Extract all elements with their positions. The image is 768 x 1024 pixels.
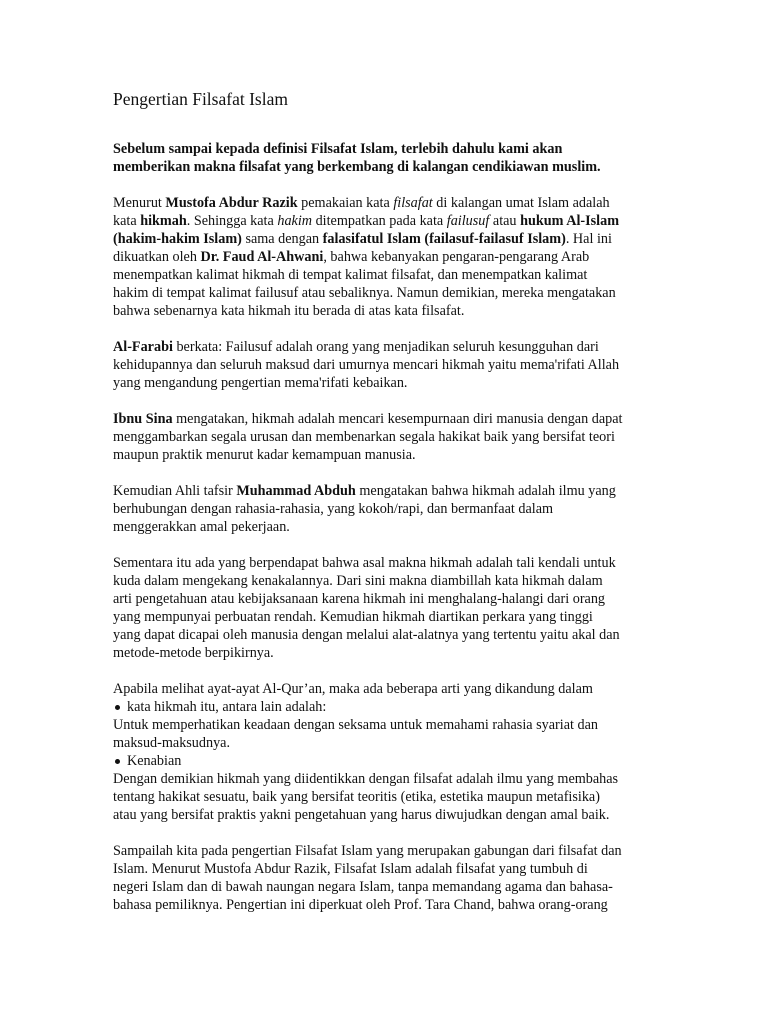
paragraph-asal-makna bbox=[113, 554, 658, 662]
text-line bbox=[113, 194, 658, 212]
text-line: arti pengetahuan atau kebijaksanaan karena hikmah ini menghalang-halangi dari orang bbox=[113, 591, 606, 607]
text-line: bahwa sebenarnya kata hikmah itu berada di atas kata filsafat. bbox=[113, 303, 465, 319]
intro-line: memberikan makna filsafat yang berkembang di kalangan cendikiawan muslim. bbox=[113, 159, 601, 175]
text-line: kehidupannya dan seluruh maksud dari umurnya mencari hikmah yaitu mema'rifati Allah bbox=[113, 357, 620, 373]
text-run: Kemudian Ahli tafsir bbox=[113, 483, 237, 499]
bold-term: Dr. Faud Al-Ahwani bbox=[200, 249, 324, 265]
bold-term: Al-Farabi bbox=[113, 339, 173, 355]
italic-term: hakim bbox=[277, 213, 313, 229]
text-run: atau bbox=[489, 213, 521, 229]
text-run: , bahwa kebanyakan pengaran-pengarang Arab bbox=[323, 249, 590, 265]
text-line bbox=[113, 248, 658, 266]
intro-line: Sebelum sampai kepada definisi Filsafat Islam, terlebih dahulu kami akan bbox=[113, 141, 563, 157]
paragraph-quran bbox=[113, 680, 658, 824]
text-line bbox=[113, 482, 658, 500]
text-run: di kalangan umat Islam adalah bbox=[432, 195, 610, 211]
text-run: mengatakan, hikmah adalah mencari kesempurnaan diri manusia dengan dapat bbox=[172, 411, 623, 427]
paragraph-abduh bbox=[113, 482, 658, 536]
text-line: Islam. Menurut Mustofa Abdur Razik, Filsafat Islam adalah filsafat yang tumbuh di bbox=[113, 861, 588, 877]
text-run: pemakaian kata bbox=[297, 195, 394, 211]
text-run: Menurut bbox=[113, 195, 166, 211]
text-line: maksud-maksudnya. bbox=[113, 735, 231, 751]
text-line: Apabila melihat ayat-ayat Al-Qur’an, maka ada beberapa arti yang dikandung dalam bbox=[113, 681, 593, 697]
italic-term: failusuf bbox=[446, 213, 490, 229]
paragraph-razik bbox=[113, 194, 658, 320]
text-run: kata bbox=[113, 213, 141, 229]
text-line bbox=[113, 212, 658, 230]
bullet-item bbox=[113, 698, 658, 716]
text-line: metode-metode berpikirnya. bbox=[113, 645, 274, 661]
text-line bbox=[113, 338, 658, 356]
italic-term: filsafat bbox=[393, 195, 433, 211]
text-line: yang mengandung pengertian mema'rifati kebaikan. bbox=[113, 375, 408, 391]
text-line: maupun praktik menurut kadar kemampuan manusia. bbox=[113, 447, 416, 463]
text-run: mengatakan bahwa hikmah adalah ilmu yang bbox=[355, 483, 616, 499]
bold-term: hikmah bbox=[140, 213, 187, 229]
text-line: tentang hakikat sesuatu, baik yang bersifat teoritis (etika, estetika maupun metafisika) bbox=[113, 789, 600, 805]
text-line: yang dapat dicapai oleh manusia dengan melalui alat-alatnya yang tertentu yaitu akal dan bbox=[113, 627, 620, 643]
text-line: menggambarkan segala urusan dan membenarkan segala hakikat baik yang bersifat teori bbox=[113, 429, 615, 445]
bullet-icon bbox=[115, 705, 120, 710]
document-page bbox=[113, 88, 658, 914]
text-run: dikuatkan oleh bbox=[113, 249, 201, 265]
text-run: berkata: Failusuf adalah orang yang menjadikan seluruh kesungguhan dari bbox=[172, 339, 599, 355]
text-line: Sampailah kita pada pengertian Filsafat Islam yang merupakan gabungan dari filsafat dan bbox=[113, 843, 622, 859]
text-line bbox=[113, 410, 658, 428]
text-line: Sementara itu ada yang berpendapat bahwa asal makna hikmah adalah tali kendali untuk bbox=[113, 555, 616, 571]
bold-term: (hakim-hakim Islam) bbox=[113, 231, 242, 247]
page-title: Pengertian Filsafat Islam bbox=[113, 89, 288, 109]
bullet-item bbox=[113, 752, 658, 770]
text-line: negeri Islam dan di bawah naungan negara Islam, tanpa memandang agama dan bahasa- bbox=[113, 879, 613, 895]
paragraph-kesimpulan bbox=[113, 842, 658, 914]
intro-paragraph bbox=[113, 140, 658, 176]
bold-term: falasifatul Islam (failasuf-failasuf Islam) bbox=[322, 231, 566, 247]
paragraph-farabi bbox=[113, 338, 658, 392]
bullet-text: Kenabian bbox=[127, 753, 182, 769]
bold-term: Mustofa Abdur Razik bbox=[165, 195, 298, 211]
bold-term: hukum Al-Islam bbox=[520, 213, 620, 229]
bold-term: Muhammad Abduh bbox=[236, 483, 356, 499]
text-line: menempatkan kalimat hikmah di tempat kalimat filsafat, dan menempatkan kalimat bbox=[113, 267, 588, 283]
text-line: menggerakkan amal pekerjaan. bbox=[113, 519, 290, 535]
text-line bbox=[113, 230, 658, 248]
text-line: atau yang bersifat praktis yakni pengetahuan yang harus diwujudkan dengan amal baik. bbox=[113, 807, 610, 823]
bold-term: Ibnu Sina bbox=[113, 411, 173, 427]
text-run: . Hal ini bbox=[565, 231, 612, 247]
text-run: . Sehingga kata bbox=[186, 213, 278, 229]
text-line: kuda dalam mengekang kenakalannya. Dari sini makna diambillah kata hikmah dalam bbox=[113, 573, 603, 589]
text-line: hakim di tempat kalimat failusuf atau sebaliknya. Namun demikian, mereka mengatakan bbox=[113, 285, 616, 301]
text-run: sama dengan bbox=[241, 231, 323, 247]
text-line: Dengan demikian hikmah yang diidentikkan dengan filsafat adalah ilmu yang membahas bbox=[113, 771, 619, 787]
text-line: Untuk memperhatikan keadaan dengan seksama untuk memahami rahasia syariat dan bbox=[113, 717, 598, 733]
text-line: bahasa pemiliknya. Pengertian ini diperkuat oleh Prof. Tara Chand, bahwa orang-orang bbox=[113, 897, 608, 913]
text-line: berhubungan dengan rahasia-rahasia, yang kokoh/rapi, dan bermanfaat dalam bbox=[113, 501, 554, 517]
paragraph-ibnu-sina bbox=[113, 410, 658, 464]
text-run: ditempatkan pada kata bbox=[312, 213, 447, 229]
text-line: yang mempunyai perbuatan rendah. Kemudian hikmah diartikan perkara yang tinggi bbox=[113, 609, 593, 625]
bullet-icon bbox=[115, 759, 120, 764]
bullet-text: kata hikmah itu, antara lain adalah: bbox=[127, 699, 327, 715]
